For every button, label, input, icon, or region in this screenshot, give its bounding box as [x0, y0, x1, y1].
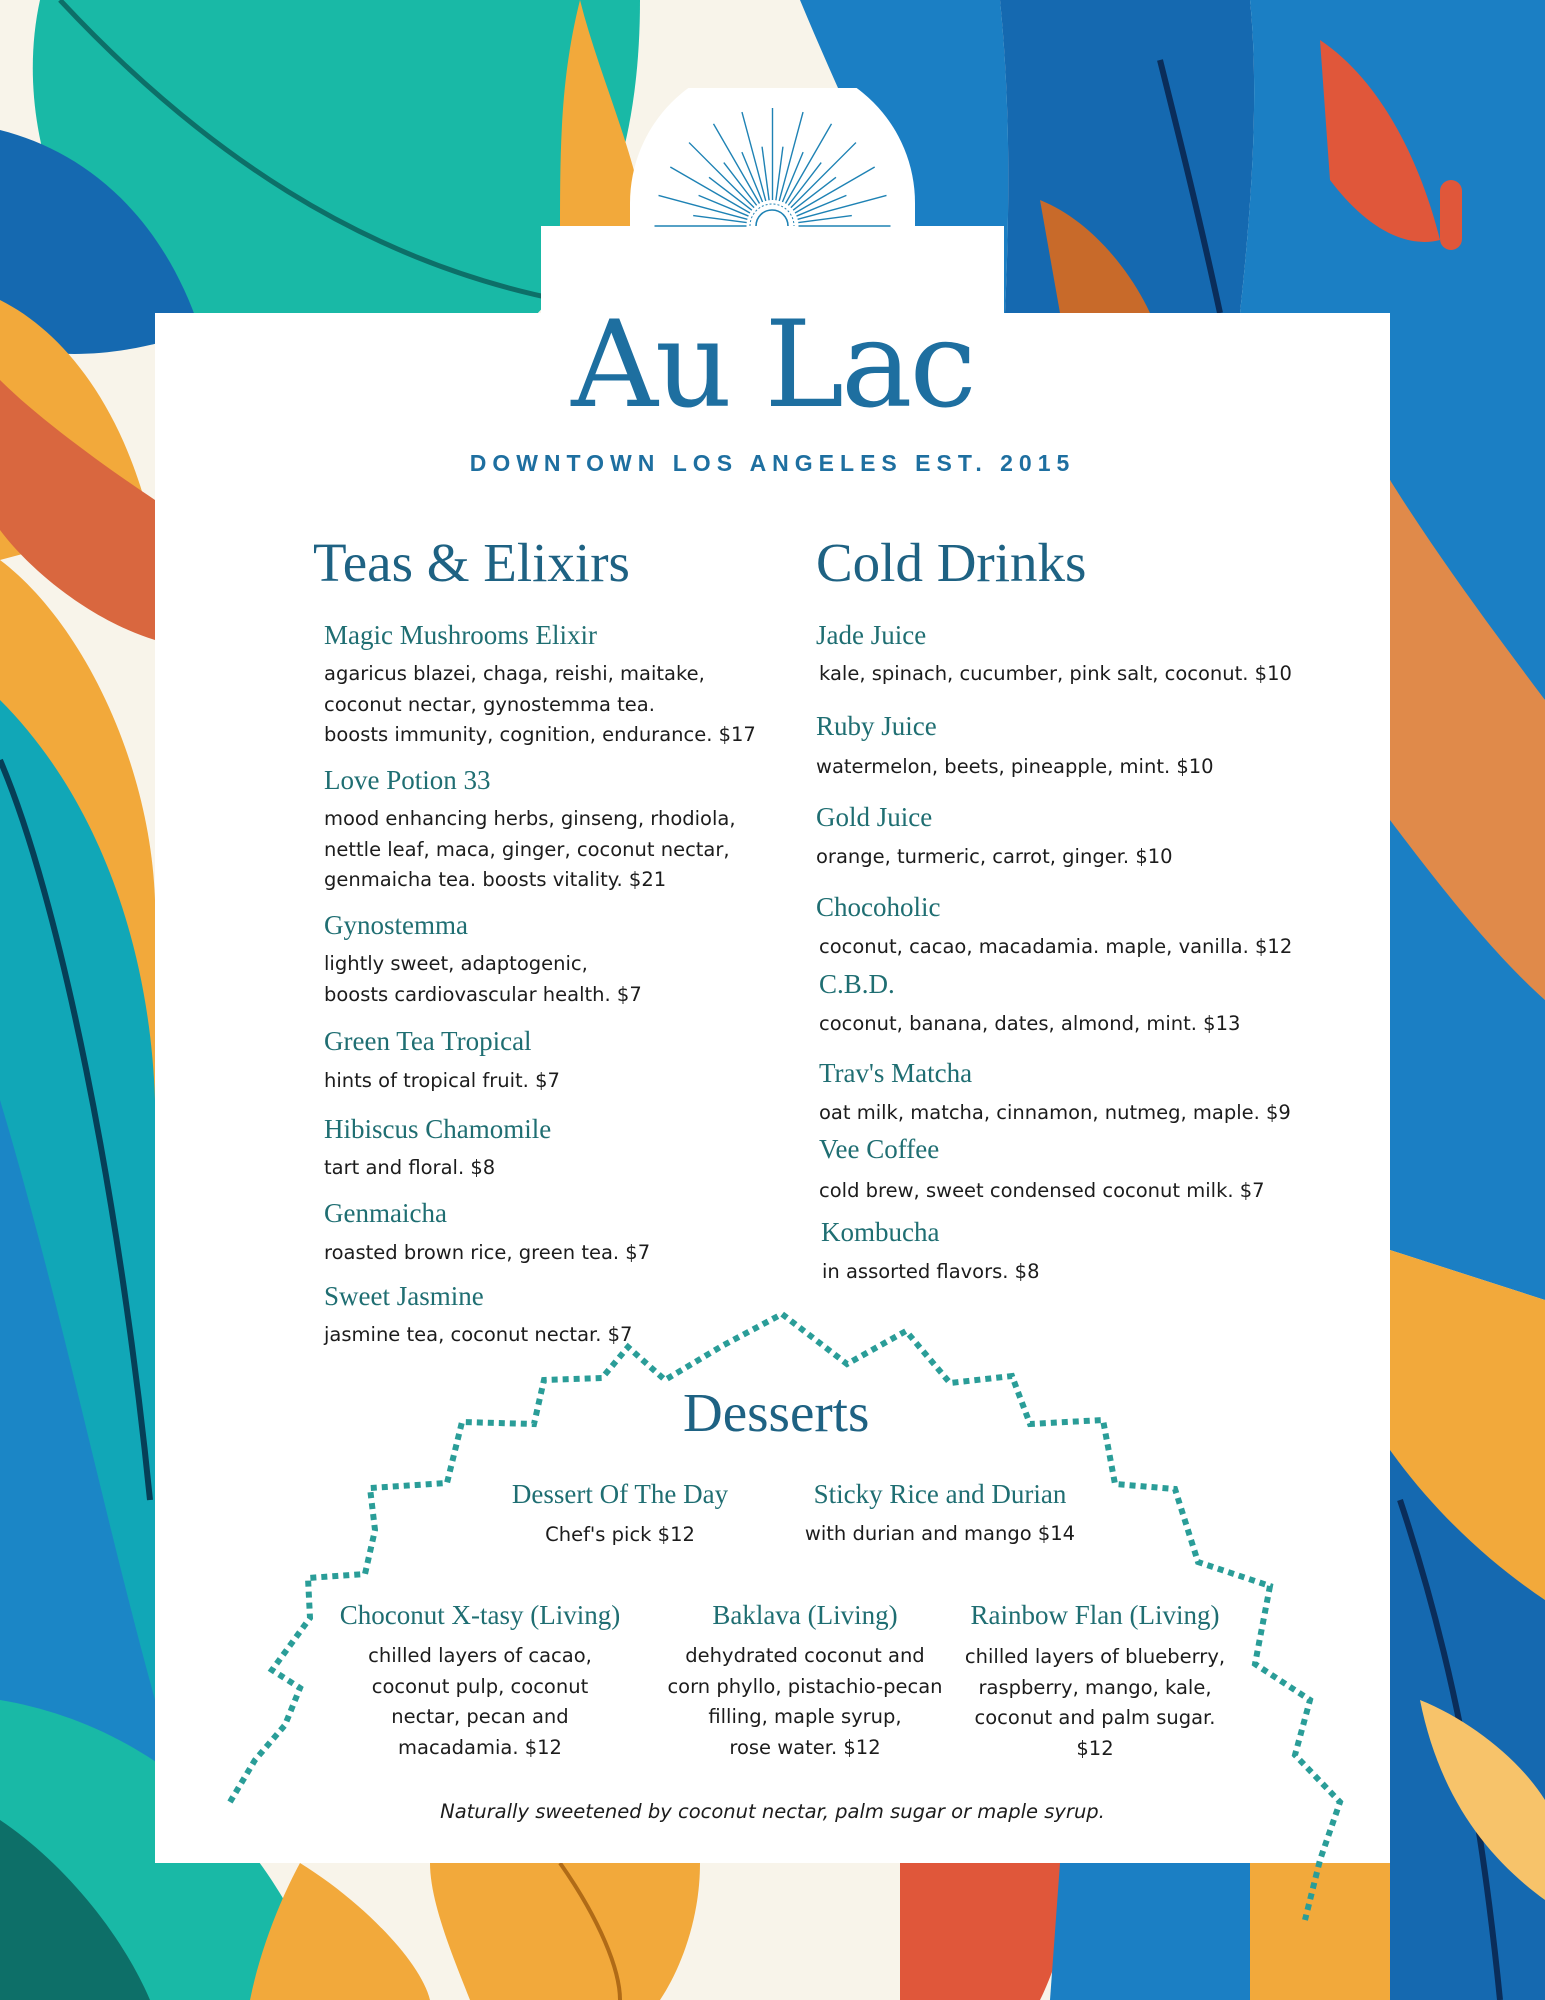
- menu-item-desc: oat milk, matcha, cinnamon, nutmeg, maple. $9: [819, 1101, 1291, 1124]
- menu-item-name: Ruby Juice: [816, 711, 937, 741]
- section-title-cold-drinks: Cold Drinks: [816, 532, 1087, 593]
- menu-item-name: Sticky Rice and Durian: [813, 1479, 1067, 1509]
- menu-item-desc: kale, spinach, cucumber, pink salt, coconut. $10: [819, 662, 1292, 685]
- sunburst-icon: [630, 88, 915, 233]
- menu-item-desc: chilled layers of blueberry, raspberry, mango, kale, coconut and palm sugar. $12: [964, 1645, 1226, 1760]
- menu-item-name: Dessert Of The Day: [511, 1479, 729, 1509]
- menu-item-name: Baklava (Living): [712, 1600, 898, 1630]
- menu-item-name: Magic Mushrooms Elixir: [324, 620, 597, 650]
- menu-item-desc: Chef's pick $12: [545, 1523, 695, 1546]
- menu-item-desc: chilled layers of cacao, coconut pulp, coconut nectar, pecan and macadamia. $12: [368, 1644, 592, 1759]
- menu-item-name: Sweet Jasmine: [324, 1281, 484, 1311]
- menu-item-desc: hints of tropical fruit. $7: [324, 1069, 560, 1092]
- menu-item-name: Vee Coffee: [819, 1134, 940, 1164]
- menu-item-name: Genmaicha: [324, 1198, 447, 1228]
- menu-item-desc: coconut, banana, dates, almond, mint. $13: [819, 1012, 1241, 1035]
- menu-item-desc: watermelon, beets, pineapple, mint. $10: [816, 755, 1214, 778]
- menu-item-desc: lightly sweet, adaptogenic, boosts cardiovascular health. $7: [324, 952, 642, 1006]
- menu-item-name: Green Tea Tropical: [324, 1026, 532, 1056]
- menu-item-name: Gynostemma: [324, 910, 468, 940]
- page-subtitle: DOWNTOWN LOS ANGELES EST. 2015: [469, 450, 1076, 476]
- menu-item-name: Choconut X-tasy (Living): [339, 1600, 621, 1630]
- menu-item-name: Gold Juice: [816, 802, 933, 832]
- menu-item-desc: tart and floral. $8: [324, 1156, 496, 1179]
- menu-item-desc: mood enhancing herbs, ginseng, rhodiola, nettle leaf, maca, ginger, coconut nectar, genmaicha tea. boosts vitality. $21: [324, 807, 736, 891]
- menu-item-desc: agaricus blazei, chaga, reishi, maitake, coconut nectar, gynostemma tea. boosts immunity, cognition, endurance. $17: [324, 662, 756, 746]
- menu-item-name: Jade Juice: [816, 620, 927, 650]
- menu-item-name: Rainbow Flan (Living): [970, 1600, 1220, 1630]
- menu-item-name: Love Potion 33: [324, 765, 491, 795]
- menu-item-desc: in assorted flavors. $8: [822, 1260, 1040, 1283]
- section-title-teas: Teas & Elixirs: [313, 532, 630, 593]
- menu-item-desc: coconut, cacao, macadamia. maple, vanilla. $12: [819, 935, 1293, 958]
- menu-item-name: Chocoholic: [816, 892, 941, 922]
- menu-item-desc: jasmine tea, coconut nectar. $7: [324, 1323, 633, 1346]
- page-title: Au Lac: [571, 296, 974, 435]
- menu-item-desc: dehydrated coconut and corn phyllo, pistachio-pecan filling, maple syrup, rose water. $12: [667, 1644, 943, 1759]
- sweetener-note: Naturally sweetened by coconut nectar, palm sugar or maple syrup.: [440, 1800, 1105, 1823]
- menu-item-name: Hibiscus Chamomile: [324, 1114, 552, 1144]
- menu-item-desc: cold brew, sweet condensed coconut milk. $7: [819, 1179, 1265, 1202]
- menu-item-name: C.B.D.: [819, 969, 895, 999]
- menu-item-desc: orange, turmeric, carrot, ginger. $10: [816, 845, 1173, 868]
- section-title-desserts: Desserts: [683, 1382, 870, 1443]
- menu-item-name: Trav's Matcha: [819, 1058, 973, 1088]
- menu-item-desc: with durian and mango $14: [804, 1522, 1076, 1545]
- menu-item-desc: roasted brown rice, green tea. $7: [324, 1241, 651, 1264]
- menu-item-name: Kombucha: [821, 1217, 940, 1247]
